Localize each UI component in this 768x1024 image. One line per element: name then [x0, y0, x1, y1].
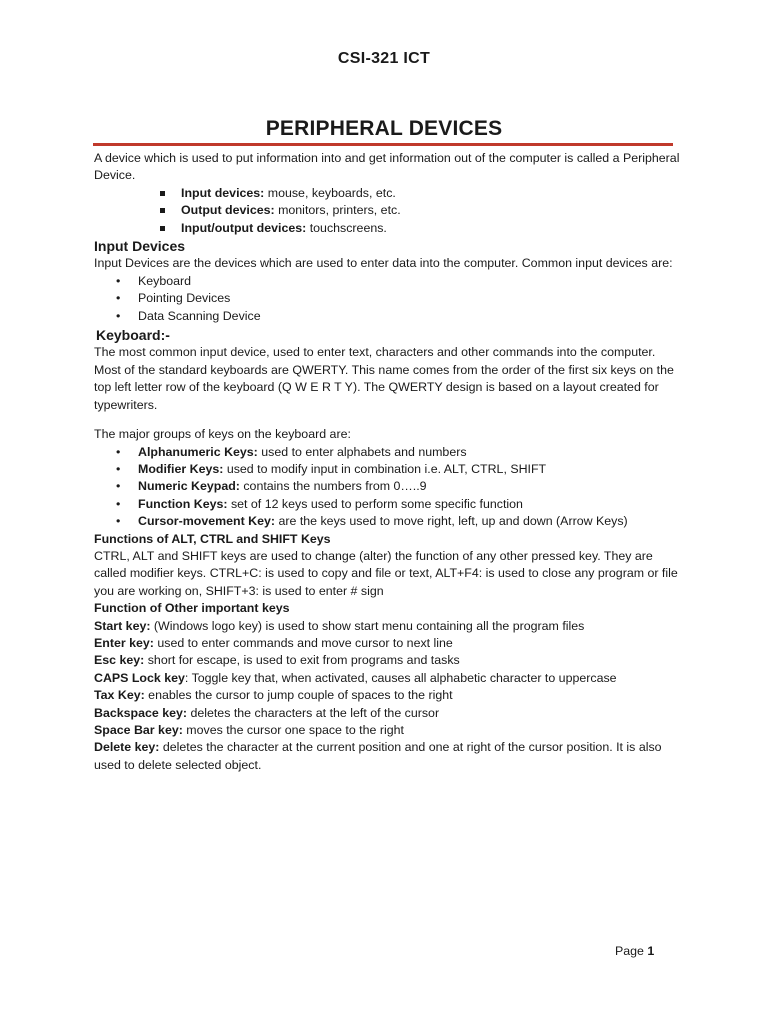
- list-item: Start key: (Windows logo key) is used to show start menu containing all the program files: [94, 618, 585, 633]
- other-keys-heading: Function of Other important keys: [94, 601, 290, 616]
- functions-paragraph: CTRL, ALT and SHIFT keys are used to change (alter) the function of any other pressed key. They are called modifier keys. CTRL+C: is used to copy and file or text, ALT+F4: is used to close any program or file you are working on, SHIFT+3: is used to enter # sign: [94, 548, 678, 598]
- list-item: • Alphanumeric Keys: used to enter alphabets and numbers: [116, 444, 684, 461]
- list-item: • Cursor-movement Key: are the keys used to move right, left, up and down (Arrow Keys): [116, 513, 684, 530]
- list-item: CAPS Lock key: Toggle key that, when activated, causes all alphabetic character to uppercase: [94, 670, 617, 685]
- list-item: Enter key: used to enter commands and move cursor to next line: [94, 635, 453, 650]
- key-groups-intro: The major groups of keys on the keyboard are:: [94, 427, 351, 442]
- functions-heading: Functions of ALT, CTRL and SHIFT Keys: [94, 531, 331, 546]
- list-item: • Data Scanning Device: [116, 308, 684, 325]
- key-groups-list: [94, 444, 684, 531]
- list-item: Input/output devices: touchscreens.: [160, 220, 684, 237]
- input-devices-heading: Input Devices: [94, 238, 186, 255]
- list-item: • Numeric Keypad: contains the numbers from 0…..9: [116, 478, 684, 495]
- list-item: • Function Keys: set of 12 keys used to perform some specific function: [116, 496, 684, 513]
- input-devices-paragraph: Input Devices are the devices which are used to enter data into the computer. Common input devices are:: [94, 256, 673, 271]
- other-keys-list: [94, 618, 684, 775]
- list-item: • Pointing Devices: [116, 290, 684, 307]
- list-item: Backspace key: deletes the characters at the left of the cursor: [94, 705, 440, 720]
- list-item: Delete key: deletes the character at the current position and one at right of the cursor position. It is also used to delete selected object.: [94, 740, 662, 772]
- document-header: CSI-321 ICT: [337, 50, 431, 67]
- page-title: PERIPHERAL DEVICES: [265, 117, 503, 140]
- list-item: • Modifier Keys: used to modify input in combination i.e. ALT, CTRL, SHIFT: [116, 461, 684, 478]
- keyboard-paragraph: The most common input device, used to enter text, characters and other commands into the computer. Most of the standard keyboards are QWERTY. This name comes from the order of the first six keys on the top left letter row of the keyboard (Q W E R T Y). The QWERTY design is based on a layout created for typewriters.: [94, 345, 674, 412]
- title-underline: [93, 143, 673, 146]
- intro-paragraph: A device which is used to put information into and get information out of the computer is called a Peripheral Device.: [94, 151, 680, 183]
- input-devices-list: [94, 273, 684, 325]
- list-item: Output devices: monitors, printers, etc.: [160, 202, 684, 219]
- list-item: Esc key: short for escape, is used to exit from programs and tasks: [94, 653, 460, 668]
- document-body: [94, 150, 684, 774]
- list-item: Tax Key: enables the cursor to jump couple of spaces to the right: [94, 688, 453, 703]
- list-item: Input devices: mouse, keyboards, etc.: [160, 185, 684, 202]
- page-number: Page 1: [615, 944, 655, 958]
- list-item: Space Bar key: moves the cursor one space to the right: [94, 723, 404, 737]
- list-item: • Keyboard: [116, 273, 684, 290]
- keyboard-heading: Keyboard:-: [96, 327, 170, 344]
- device-types-list: [94, 185, 684, 237]
